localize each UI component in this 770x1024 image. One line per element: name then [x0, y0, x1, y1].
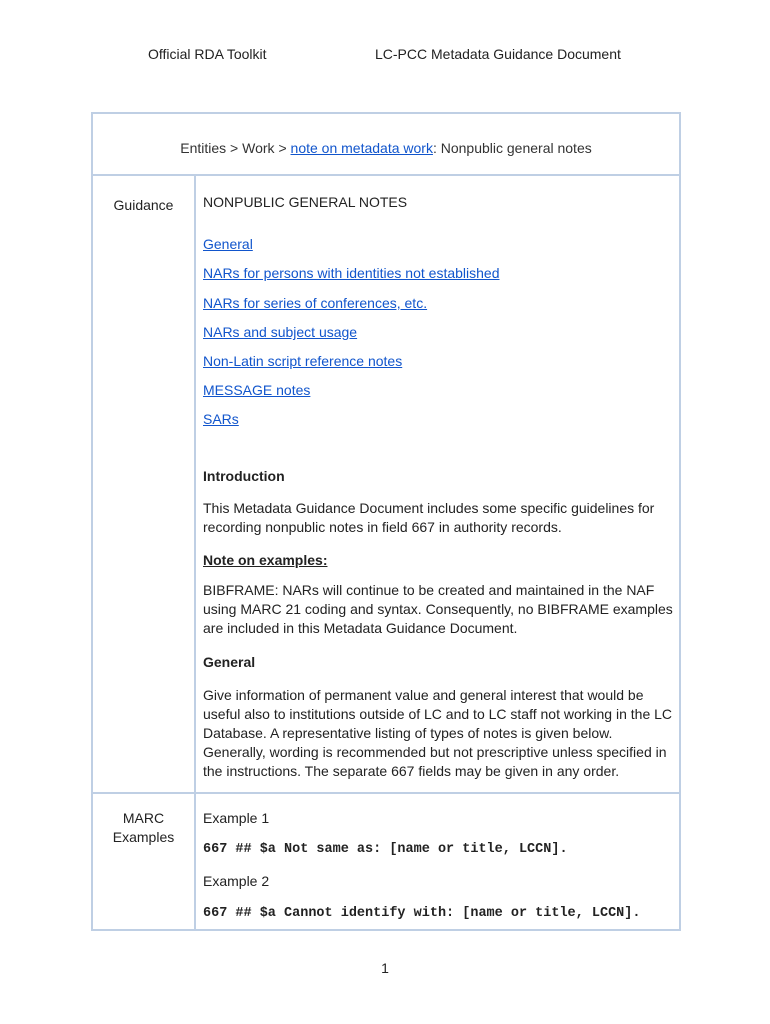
guidance-content-cell [196, 176, 679, 792]
marc-label-cell [93, 794, 196, 929]
introduction-text: This Metadata Guidance Document includes some specific guidelines for recording nonpublic notes in field 667 in authority records. [203, 500, 655, 535]
header-left-title: Official RDA Toolkit [148, 46, 267, 62]
toc-link-non-latin-script[interactable]: Non-Latin script reference notes [203, 353, 403, 369]
example-1-label: Example 1 [203, 810, 270, 826]
guidance-label: Guidance [113, 197, 174, 213]
marc-examples-row [93, 794, 679, 929]
toc-link-nars-series-conferences[interactable]: NARs for series of conferences, etc. [203, 295, 428, 311]
header-right-title: LC-PCC Metadata Guidance Document [375, 46, 621, 62]
breadcrumb-row [93, 114, 679, 176]
general-text: Give information of permanent value and general interest that would be useful also to institutions outside of LC and to LC staff not working in the LC Database. A representative listing of types of notes is given below. Generally, wording is recommended but not prescriptive unless specified in the instructions. The separate 667 fields may be given in any order. [203, 687, 673, 779]
breadcrumb-tail: : Nonpublic general notes [432, 140, 592, 156]
guidance-label-cell [93, 176, 196, 792]
breadcrumb-separator: > [226, 140, 243, 156]
example-2-code: 667 ## $a Cannot identify with: [name or title, LCCN]. [203, 906, 641, 921]
toc-link-nars-persons[interactable]: NARs for persons with identities not established [203, 265, 500, 281]
breadcrumb-separator: > [274, 140, 291, 156]
guidance-title: NONPUBLIC GENERAL NOTES [203, 194, 408, 210]
marc-content-cell [196, 794, 679, 929]
example-2-label: Example 2 [203, 873, 270, 889]
guidance-row [93, 176, 679, 794]
toc-link-general[interactable]: General [203, 236, 253, 252]
guidance-table [91, 112, 681, 931]
general-heading: General [203, 654, 256, 670]
note-on-examples-heading: Note on examples: [203, 552, 328, 568]
toc-link-nars-subject-usage[interactable]: NARs and subject usage [203, 324, 358, 340]
breadcrumb-entities: Entities [180, 140, 227, 156]
breadcrumb [93, 140, 679, 156]
page-number: 1 [381, 960, 389, 976]
breadcrumb-work: Work [242, 140, 275, 156]
example-1-code: 667 ## $a Not same as: [name or title, LCCN]. [203, 842, 568, 857]
marc-label-line2: Examples [112, 829, 175, 845]
marc-label-line1: MARC [122, 810, 165, 826]
toc-link-message-notes[interactable]: MESSAGE notes [203, 382, 311, 398]
note-on-examples-text: BIBFRAME: NARs will continue to be created and maintained in the NAF using MARC 21 coding and syntax. Consequently, no BIBFRAME examples are included in this Metadata Guidance Document. [203, 582, 673, 636]
toc-link-sars[interactable]: SARs [203, 411, 239, 427]
introduction-heading: Introduction [203, 468, 285, 484]
breadcrumb-link-note-on-metadata-work[interactable]: note on metadata work [290, 140, 433, 156]
